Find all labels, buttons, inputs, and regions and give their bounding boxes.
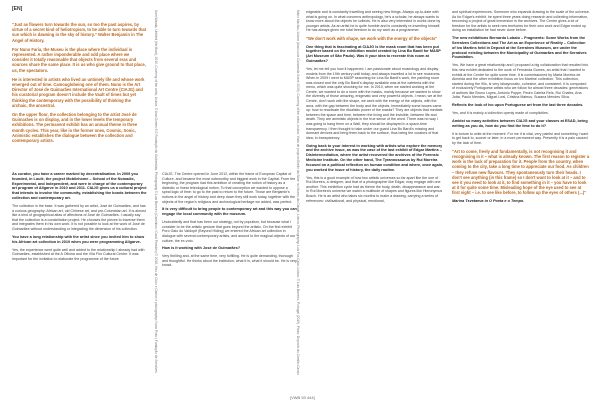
question: The new exhibitions Bernardo Lobato – Fragments: Some Works from the Serralves Collections and The Art as an Experience of Reality – Collection of Ivo Martins held in Deposit at the Serralves Museum, are under the protocol existing between the Municipality of Guimarães and the Serralves Foundation. (452, 36, 587, 60)
answer: edgeable and is constantly travelling and seeing new things. Always up-to-date with what is going on. In what concerns anthropology, he's a scholar, he always wants to know more about the objects he collects. He is also very interested in works done by younger artists. As an artist he is quite humble and is constantly re-inventing himself. He has always given me total freedom to do my work as a programmer. (306, 10, 441, 33)
answer: Yes. We have a great relationship and I proposed a big collaboration that resulted into this new exhibit dedicated to the work of Fernanda Gomes, an artist that I wanted to exhibit at the Centre for quite some time. It is commissioned by Marta Moreira de Almeida and the other exhibition focus on Ivo Martins' collection. This collection, started during the 90s, is very idiosyncratic, cohesive, and consistent. It is composed of exclusively Portuguese artists who we follow for almost three decades: generations of authors like Bruno Lopes, António Poppe, Pedro Cabrita Reis, Rui Chafes, Ana Jotta, Paulo Mendes, Miguel Leal, Cristina Mateus, Susana Mendes Silva. (452, 63, 589, 100)
column-1-body (12, 172, 147, 386)
closing-quote: "Art to come, freely and fundamentally, is not recognising it and recognising in it – what is already known. The first reason to register a work is the lack of preparation for it. People from the country, when coming to the city, take a long time to appreciate our food. As children – they refuse new flavours. They spontaneously turn their heads. I don't see anything (in this frame) so I don't want to look at it – and to see it you need to look at it, to find something in it – you have to look at it for quite some time. Misleading hope of the eye used to see at first sight – i.e. to see like before, to follow up the eyes of others (...)" (452, 148, 590, 196)
question: You have a long relationship with the artist since you invited him to show his African art collection in 2010 when you were programming Allgarve. (12, 234, 145, 244)
answer: Yes, and it is mainly a collection openly made of complicities. (452, 111, 549, 116)
opening-paragraph-3: He is interested in artists who lived an untimely life and whose work emerged out of time. Camouglobeing one of them. Nuno is the Art Director of José de Guimarães International Art Centre (CIAJG) and his curatorial program doesn't include the Vault of times but yet thinking the contemporary with the possibility of thinking the archaic, the ancestral. (12, 76, 145, 108)
question: As curator, you have a career marked by decentralisation. In 2009 you founded, in Loulé, the project Mobilehome – School of the Nomadic, Experimental, and Independent, and were in charge of the contemporary art program of Allgarve in 2010 and 2011. CIAJG gives us a cultural project that intends to involve the community, establishing the bonds between the collection and contemporary art. (12, 172, 147, 200)
page-number: [VWB 93 444] (290, 395, 315, 400)
answer: Yes, this is a good example of how two artistic universes so far apart like the one of Rui Moreira, a designer, and that of a photographer like Edgar, may engage with one another. This exhibition cycle had as theme the body, death, disappearance and war. In Rui Moreira's universe we watch a multitude of shapes and figures like Hieronymus Bosch. He is an artist who takes six months to make a drawing, carrying a series of references: civilisational, and physical, emotional, (306, 175, 443, 203)
opening-quote: "Just as flowers turn towards the sun, so too the past aspires, by virtue of a secret kind of heliotropism, to be able to turn towards that sun which is dawning in the sky of history." Walter Benjamin in The Angel of History. (12, 22, 146, 43)
answer: CIAJG. The Centre opened in June 2012, within the frame of European Capital of Culture, and became the most noteworthy and biggest work in the Capital. From the beginning, the program had this ambition of creating the notion of history as a dialectic or linear teleological notion. To that conception we wanted to oppose a spiral logic of time: to go to the past to return to the future. Those are Benjamin's notions in the angel of history and deep down they still work today, together with the objects of the region's religious and archeological heritage we added, was perfect. (162, 172, 296, 204)
closing-attribution: Marina Tsvetaeva in O Poeta e o Tempo. (452, 198, 525, 203)
question: It is very difficult to bring people to contemporary art and this way you can engage the local community with the museum. (162, 207, 297, 217)
answer: The collection is the base. It was gathered by an artist, José de Guimarães, and has a curious geography: African art, old Chinese art, and pre-Columbian art. It is almost like a kind of geographical atlas of affections of José de Guimarães. I usually say that the collection is a constellation project. He chooses the pieces to traverse them and integrates them in his own work. It is not possible to look at the work of José de Guimarães without understanding or integrating the dimension of his collection. (12, 203, 146, 231)
answer: Undoubtedly and that has been our strategy, not by populism, but because what I consider to be the artistic gesture that goes beyond the artistic. On the first exhibit Poro Gaio do Valdopê (Beyond Hiding) we entered the African art collection in dialogue with several contemporary artists, and around to the magical objects of our culture, the ex-voto. (162, 220, 296, 243)
answer: Very thrilling and, at the same time, very fulfilling. He is quite demanding, thorough and thoughtful. He thinks about the institution, what it is, what it should be. He is very knowl- (162, 254, 297, 268)
photo-credit-left: Sam Wanda, Untitled (the Boat), 2019. Courtesy of the artist, Lisbon. © Ana Gomes 6 © Fundação do Gulbenkian. Photography © Luís Barreiro (Caminhos / Cauã Paredes) © 2018, Viso de Cubo e Cantos e photography: Nuno Pinto | Fundação de Serralves (154, 10, 158, 373)
opening-paragraph-4: On the upper floor, the collection belonging to the artist José de Guimarães is on display, and in the lower levels the temporary exhibitions. The permanent exhibit has an annual theme in three month cycles. This year, like in the former ones, Cosmic, Sonic, Animistic establishes the dialogue between the collection and contemporary artists. (12, 112, 138, 144)
photo-credit-right: Mário Macilau, Lisbon (Ana Lucia Ciaramella Sobré 2019). Courtesy of the artist, Lisbon. Vista de projecto Emilie da Silva: no Museu da Cidade, Lisbon. Photography: Luis Fox Catar. Lisboa. © Luís Barreiro, Portugal (2019). Photo: Deposito do Camillo Cassio (296, 10, 300, 375)
answer: It is torture to write at the moment. For me it is vital, very painful and something I want to get back to, sooner or later, in a more permanent way. Presently it is a pain caused by the lack of time. (452, 131, 589, 145)
column-4-body (452, 10, 590, 388)
question: Going back to your interest in working with artists who explore the memory and the archive issue, as was the case of the last exhibit of Edgar Martins – Disintermediation, where the artist recovered the archives of the Forensic Medicine Institute. On the other hand, The Tyrannosaurus by Rui Moreira focused on a political reflection on human condition and where, once again, you worked the issue of history, the daily routine. (306, 143, 444, 172)
column-3-body (306, 10, 444, 388)
opening-paragraph-2: For Nuno Faria, the Museu is the place where the individual is represented. A rather imponderable and odd place where we consider it totally reasonable that objects from several eras and sources share the same place. It is us who give ground to that place, us, the spectators. (12, 46, 146, 73)
question: Amidst so many activities between CIAJG and your classes at ESAD, being writing as you do, how do you find the time to do it? (452, 119, 588, 128)
column-2-body (162, 172, 297, 386)
question: Reflects the look of Ivo upon Portuguese art from the last three decades. (452, 103, 584, 108)
question: How is it working with José de Guimarães? (162, 246, 241, 251)
answer: Yes, the experience went quite well and added to the relationship I already had with Guimarães, established at the A Oficina and the Vila Flor Cultural Centre. It was important for the invitation to elaborate the programme of the future (12, 247, 145, 261)
answer: Yes, let me tell you how it happened. I am passionate about museology and display models from the 19th century until today, and always travelled a lot to see museums. When in 2009 I went to MASP searching for Lina Bo Bardi's work, the painting room was closed and the only Bo Bardi's display available was at the cafeteria with the menu, which was quite shocking for me. In 2010, when we started working at the Centre, we wanted to do a room with the masks, mainly because we wanted to show the diversity of those amazing, enigmatic and very powerful objects. I mean, we at the Centre, don't work with the shape, we work with the energy of the objects, with the aura, with the gap between the body and the objects. Immediately some issues came up: how to reactivate the ritualistic power of the masks? They are objects that mediate between the space and time, between the living and the invisible, between life and death. They are animistic objects in the true sense of the word. There was no way I was going to hang them on a Wall, they should be displayed in a space-time transparency. I then thought to take under our guard Lina Bo Bardi's missing and dormant devices and bring them back to the surface, thus being the curators of that idea, in transparency. (306, 66, 443, 140)
pull-quote: "We don't work with shape, we work with the energy of the objects" (306, 36, 438, 42)
question: One thing that is fascinating at CIAJG is the mask room that has been put together based on the exhibition model created by Lina Bo Bardi for MASP (Art Museum of São Paulo). Was it your idea to recreate this room at Guimarães? (306, 44, 441, 63)
answer: and spiritual experiences. Someone who expands drawing to the scale of the universe. As for Edgar's exhibit, he spent three years doing research and collecting information, becoming a project of great immersion in the archives. The Centre gives a lot of freedom for the artists to seek new territories for their own work and Edgar ended up doing an installation he had never done before. (452, 10, 590, 33)
opening-column (12, 22, 147, 162)
section-label: [EN] (12, 6, 23, 12)
